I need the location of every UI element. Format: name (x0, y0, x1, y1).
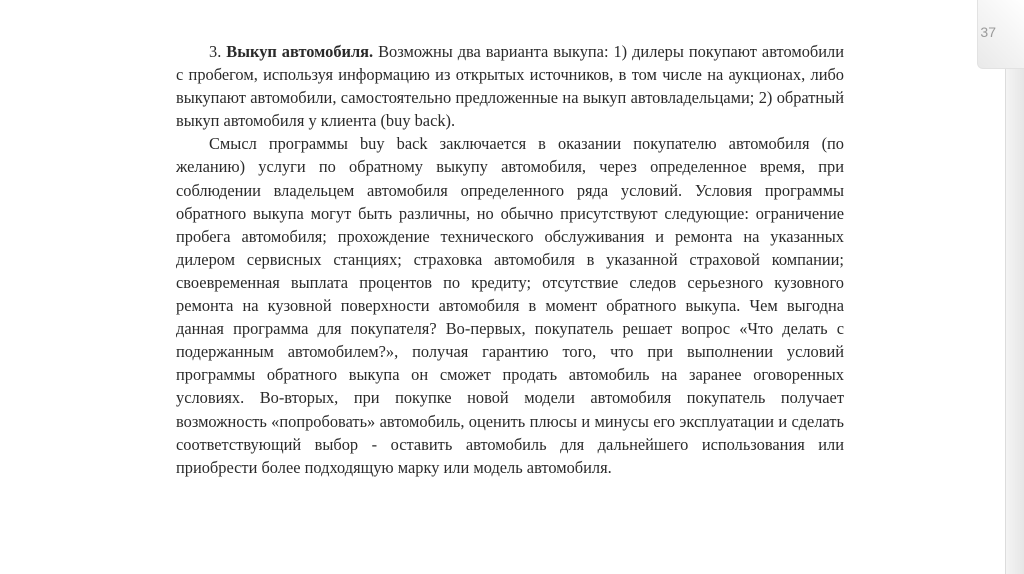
section-heading: Выкуп автомобиля. (226, 42, 374, 61)
paragraph-buy-back-text: Смысл программы buy back заключается в оказании покупателю автомобиля (по желанию) услуги по обратному выкупу автомобиля, через определенное время, при соблюдении владельцем автомобиля определенного ряда условий. Условия программы обратного выкупа могут быть различны, но обычно присутствуют следующие: ограничение пробега автомобиля; прохождение технического обслуживания и ремонта на указанных дилером сервисных станциях; страховка автомобиля в указанной страховой компании; своевременная выплата процентов по кредиту; отсутствие следов серьезного кузовного ремонта на кузовной поверхности автомобиля в момент обратного выкупа. Чем выгодна данная программа для покупателя? Во-первых, покупатель решает вопрос «Что делать с подержанным автомобилем?», получая гарантию того, что при выполнении условий программы обратного выкупа он сможет продать автомобиль на заранее оговоренных условиях. Во-вторых, при покупке новой модели автомобиля покупатель получает возможность «попробовать» автомобиль, оценить плюсы и минусы его эксплуатации и сделать соответствующий выбор - оставить автомобиль для дальнейшего использования или приобрести более подходящую марку или модель автомобиля. (176, 134, 844, 477)
page-number: 37 (980, 24, 996, 40)
paragraph-buyout-text: Возможны два варианта выкупа: 1) дилеры покупают автомобили с пробегом, используя информацию из открытых источников, в том числе на аукционах, либо выкупают автомобили, самостоятельно предложенные на выкуп автовладельцами; 2) обратный выкуп автомобиля у клиента (buy back). (176, 42, 844, 131)
slide-right-edge (1005, 0, 1024, 574)
document-body (176, 40, 844, 479)
paragraph-buy-back (176, 132, 844, 478)
paragraph-buyout (176, 40, 844, 132)
section-number: 3. (209, 42, 222, 61)
